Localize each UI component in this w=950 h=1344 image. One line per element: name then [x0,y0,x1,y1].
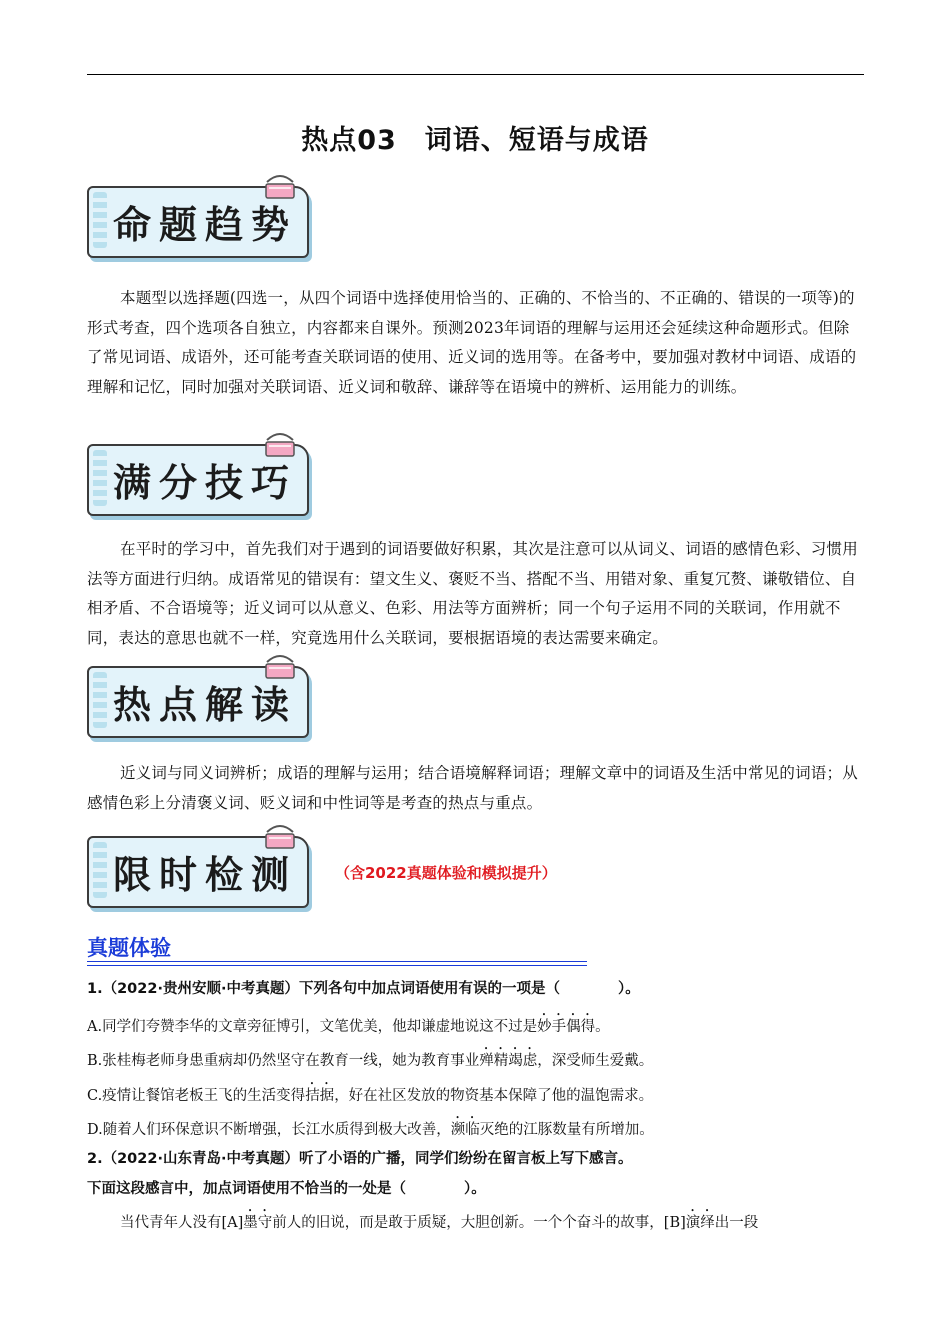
question-1-option-b[interactable] [87,1045,653,1070]
question-1-option-c[interactable] [87,1080,653,1105]
option-text: ，深受师生爱戴。 [537,1053,654,1069]
option-text: 灭绝的江豚数量有所增加。 [479,1122,654,1138]
trend-paragraph: 本题型以选择题(四选一，从四个词语中选择使用恰当的、正确的、不恰当的、不正确的、错误的一项等)的形式考查，四个选项各自独立，内容都来自课外。预测2023年词语的理解与运用还会延续这种命题形式。但除了常见词语、成语外，还可能考查关联词语的使用、近义词的选用等。在备考中，要加强对教材中词语、成语的理解和记忆，同时加强对关联词语、近义词和敬辞、谦辞等在语境中的辨析、运用能力的训练。 [87,289,857,396]
banner-stripe [93,842,107,898]
question-1-stem: 1.（2022·贵州安顺·中考真题）下列各句中加点词语使用有误的一项是（ ）。 [87,981,640,997]
option-text: 。 [595,1019,610,1035]
exam-heading: 真题体验 [87,936,171,960]
banner-title: 命题趋势 [113,202,298,247]
passage-text: 出一段 [714,1215,759,1231]
skills-paragraph: 在平时的学习中，首先我们对于遇到的词语要做好积累，其次是注意可以从词义、词语的感情色彩、习惯用法等方面进行归纳。成语常见的错误有：望文生义、褒贬不当、搭配不当、用错对象、重复冗赘、谦敬错位、自相矛盾、不合语境等；近义词可以从意义、色彩、用法等方面辨析；同一个句子运用不同的关联词，作用就不同，表达的意思也就不一样，究竟选用什么关联词，要根据语境的表达需要来确定。 [87,540,858,647]
exam-heading-rule [87,961,587,966]
option-text: A.同学们夸赞李华的文章旁征博引，文笔优美，他却谦虚地说这不过是 [87,1019,538,1035]
banner-skills [87,438,317,516]
passage-text: 前人的旧说，而是敢于质疑，大胆创新。一个个奋斗的故事，[B] [272,1215,686,1231]
banner-stripe [93,450,107,506]
dotted-word: 墨守 [243,1215,273,1231]
banner-title: 限时检测 [113,852,298,897]
option-text: ，好在社区发放的物资基本保障了他的温饱需求。 [334,1088,654,1104]
question-2-stem: 2.（2022·山东青岛·中考真题）听了小语的广播，同学们纷纷在留言板上写下感言。 [87,1151,633,1167]
banner-title: 热点解读 [113,682,298,727]
banner-stripe [93,192,107,248]
passage-text: 当代青年人没有[A] [120,1215,244,1231]
test-tag: （含2022真题体验和模拟提升） [335,864,557,882]
banner-stripe [93,672,107,728]
hotspot-paragraph: 近义词与同义词辨析；成语的理解与运用；结合语境解释词语；理解文章中的词语及生活中常见的词语；从感情色彩上分清褒义词、贬义词和中性词等是考查的热点与重点。 [87,764,858,812]
dotted-word: 妙手偶得 [537,1019,596,1035]
page-title: 热点03 词语、短语与成语 [301,125,649,156]
question-2-passage [87,1207,864,1232]
dotted-word: 拮据 [305,1088,335,1104]
question-2-stem-line2: 下面这段感言中，加点词语使用不恰当的一处是（ ）。 [87,1181,486,1197]
banner-trend [87,180,317,258]
question-1-option-a[interactable] [87,1011,610,1036]
dotted-word: 殚精竭虑 [479,1053,538,1069]
banner-hotspot [87,660,317,738]
banner-test [87,830,317,908]
banner-title: 满分技巧 [113,460,298,505]
option-text: B.张桂梅老师身患重病却仍然坚守在教育一线，她为教育事业 [87,1053,480,1069]
option-text: C.疫情让餐馆老板王飞的生活变得 [87,1088,306,1104]
question-1-option-d[interactable] [87,1114,654,1139]
dotted-word: 濒临 [450,1122,480,1138]
dotted-word: 演绎 [685,1215,715,1231]
option-text: D.随着人们环保意识不断增强，长江水质得到极大改善， [87,1122,451,1138]
header-rule [87,74,864,75]
